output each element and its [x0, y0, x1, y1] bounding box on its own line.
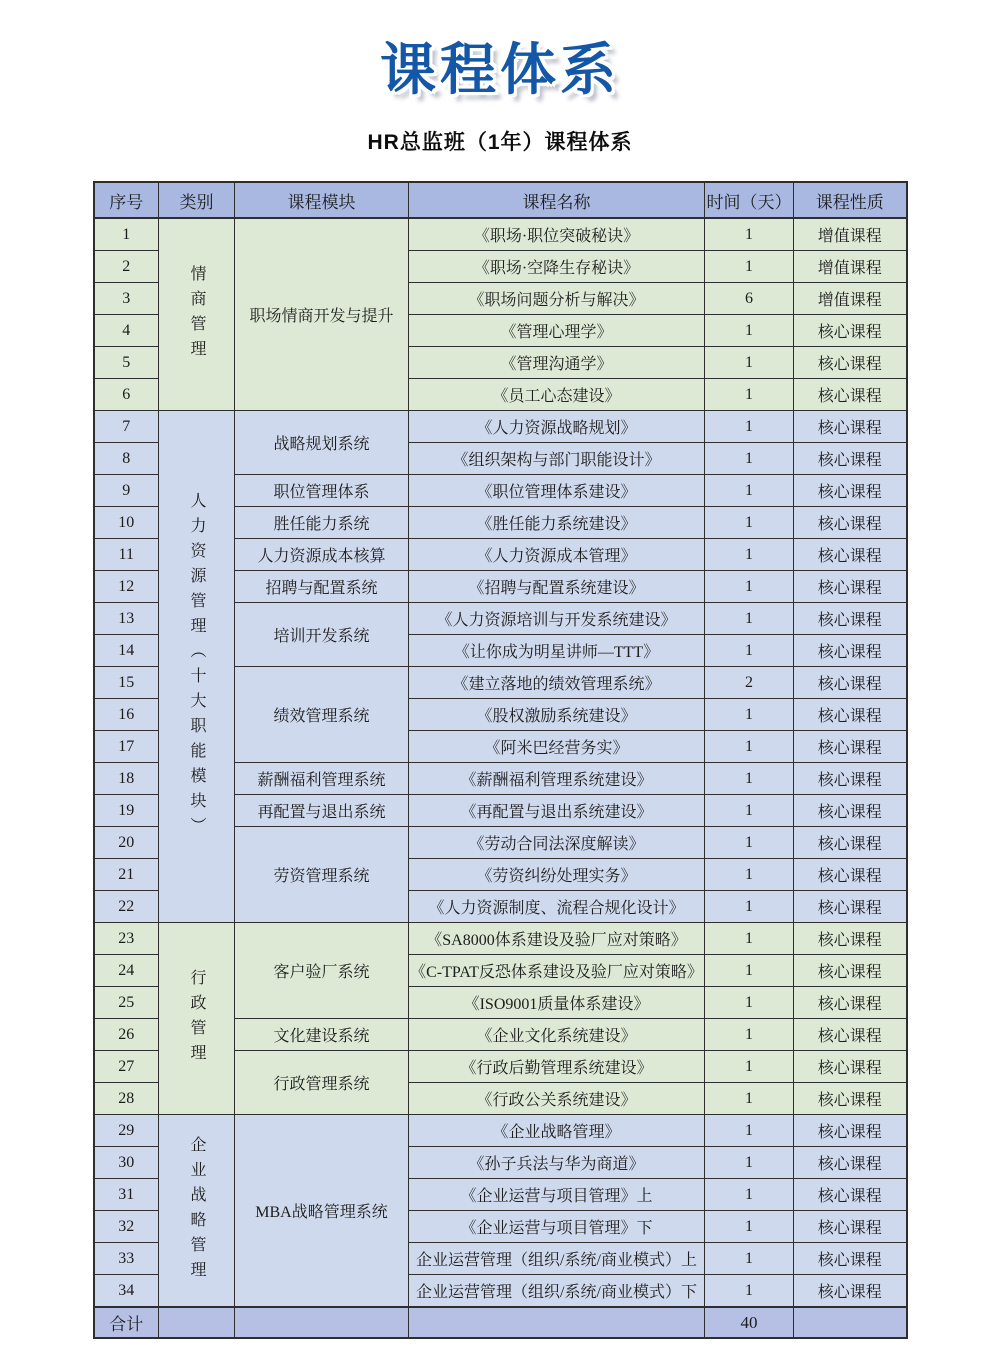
days-cell: 1 — [705, 1243, 794, 1275]
row-number-cell: 10 — [94, 507, 159, 539]
days-cell: 1 — [705, 347, 794, 379]
nature-cell: 核心课程 — [794, 827, 907, 859]
nature-cell: 核心课程 — [794, 1243, 907, 1275]
nature-cell: 核心课程 — [794, 635, 907, 667]
course-name-cell: 《SA8000体系建设及验厂应对策略》 — [409, 923, 705, 955]
days-cell: 1 — [705, 539, 794, 571]
nature-cell: 核心课程 — [794, 443, 907, 475]
row-number-cell: 27 — [94, 1051, 159, 1083]
row-number-cell: 19 — [94, 795, 159, 827]
course-name-cell: 《再配置与退出系统建设》 — [409, 795, 705, 827]
course-name-cell: 《职位管理体系建设》 — [409, 475, 705, 507]
days-cell: 1 — [705, 827, 794, 859]
nature-cell: 增值课程 — [794, 251, 907, 283]
row-number-cell: 6 — [94, 379, 159, 411]
course-name-cell: 《企业战略管理》 — [409, 1115, 705, 1147]
course-row — [94, 218, 907, 251]
category-cell: 人力资源管理（十大职能模块） — [159, 411, 235, 923]
course-name-cell: 《人力资源战略规划》 — [409, 411, 705, 443]
nature-cell: 核心课程 — [794, 1051, 907, 1083]
nature-cell: 核心课程 — [794, 315, 907, 347]
nature-cell: 核心课程 — [794, 987, 907, 1019]
row-number-cell: 7 — [94, 411, 159, 443]
nature-cell: 核心课程 — [794, 795, 907, 827]
days-cell: 1 — [705, 859, 794, 891]
days-cell: 1 — [705, 955, 794, 987]
nature-cell: 核心课程 — [794, 955, 907, 987]
row-number-cell: 34 — [94, 1275, 159, 1308]
row-number-cell: 22 — [94, 891, 159, 923]
nature-cell: 核心课程 — [794, 1083, 907, 1115]
course-name-cell: 《员工心态建设》 — [409, 379, 705, 411]
module-cell: 战略规划系统 — [235, 411, 409, 475]
module-cell: 招聘与配置系统 — [235, 571, 409, 603]
row-number-cell: 20 — [94, 827, 159, 859]
course-name-cell: 《让你成为明星讲师—TTT》 — [409, 635, 705, 667]
nature-cell: 核心课程 — [794, 699, 907, 731]
days-cell: 1 — [705, 603, 794, 635]
module-cell: 薪酬福利管理系统 — [235, 763, 409, 795]
days-cell: 1 — [705, 443, 794, 475]
days-cell: 1 — [705, 379, 794, 411]
course-table — [93, 181, 908, 1339]
course-name-cell: 《C-TPAT反恐体系建设及验厂应对策略》 — [409, 955, 705, 987]
nature-cell: 核心课程 — [794, 1115, 907, 1147]
course-name-cell: 《胜任能力系统建设》 — [409, 507, 705, 539]
days-cell: 1 — [705, 1019, 794, 1051]
days-cell: 1 — [705, 411, 794, 443]
course-name-cell: 《劳资纠纷处理实务》 — [409, 859, 705, 891]
row-number-cell: 31 — [94, 1179, 159, 1211]
days-cell: 1 — [705, 1179, 794, 1211]
row-number-cell: 21 — [94, 859, 159, 891]
nature-cell: 增值课程 — [794, 218, 907, 251]
row-number-cell: 2 — [94, 251, 159, 283]
module-cell: 劳资管理系统 — [235, 827, 409, 923]
days-cell: 1 — [705, 1211, 794, 1243]
nature-cell: 核心课程 — [794, 667, 907, 699]
course-row — [94, 923, 907, 955]
days-cell: 1 — [705, 923, 794, 955]
row-number-cell: 3 — [94, 283, 159, 315]
row-number-cell: 26 — [94, 1019, 159, 1051]
total-course-cell — [409, 1307, 705, 1338]
row-number-cell: 8 — [94, 443, 159, 475]
course-name-cell: 《企业运营与项目管理》上 — [409, 1179, 705, 1211]
nature-cell: 核心课程 — [794, 347, 907, 379]
course-row — [94, 1115, 907, 1147]
header-row — [94, 182, 907, 218]
course-name-cell: 《管理沟通学》 — [409, 347, 705, 379]
header-nature: 课程性质 — [794, 182, 907, 218]
total-days-cell: 40 — [705, 1307, 794, 1338]
row-number-cell: 23 — [94, 923, 159, 955]
row-number-cell: 5 — [94, 347, 159, 379]
course-name-cell: 《股权激励系统建设》 — [409, 699, 705, 731]
days-cell: 1 — [705, 507, 794, 539]
row-number-cell: 16 — [94, 699, 159, 731]
days-cell: 1 — [705, 763, 794, 795]
course-name-cell: 《阿米巴经营务实》 — [409, 731, 705, 763]
nature-cell: 核心课程 — [794, 571, 907, 603]
row-number-cell: 32 — [94, 1211, 159, 1243]
row-number-cell: 12 — [94, 571, 159, 603]
nature-cell: 核心课程 — [794, 1275, 907, 1308]
days-cell: 1 — [705, 475, 794, 507]
course-name-cell: 《组织架构与部门职能设计》 — [409, 443, 705, 475]
nature-cell: 核心课程 — [794, 379, 907, 411]
row-number-cell: 30 — [94, 1147, 159, 1179]
module-cell: 职位管理体系 — [235, 475, 409, 507]
header-days: 时间（天） — [705, 182, 794, 218]
module-cell: 胜任能力系统 — [235, 507, 409, 539]
total-module-cell — [235, 1307, 409, 1338]
total-nature-cell — [794, 1307, 907, 1338]
header-course: 课程名称 — [409, 182, 705, 218]
days-cell: 1 — [705, 218, 794, 251]
days-cell: 6 — [705, 283, 794, 315]
course-name-cell: 《职场·职位突破秘诀》 — [409, 218, 705, 251]
category-cell: 企业战略管理 — [159, 1115, 235, 1308]
row-number-cell: 28 — [94, 1083, 159, 1115]
row-number-cell: 13 — [94, 603, 159, 635]
course-name-cell: 企业运营管理（组织/系统/商业模式）上 — [409, 1243, 705, 1275]
row-number-cell: 15 — [94, 667, 159, 699]
course-name-cell: 《孙子兵法与华为商道》 — [409, 1147, 705, 1179]
course-name-cell: 《行政公关系统建设》 — [409, 1083, 705, 1115]
nature-cell: 核心课程 — [794, 1179, 907, 1211]
course-name-cell: 《招聘与配置系统建设》 — [409, 571, 705, 603]
days-cell: 1 — [705, 251, 794, 283]
total-category-cell — [159, 1307, 235, 1338]
nature-cell: 核心课程 — [794, 923, 907, 955]
header-no: 序号 — [94, 182, 159, 218]
nature-cell: 核心课程 — [794, 1147, 907, 1179]
nature-cell: 核心课程 — [794, 475, 907, 507]
days-cell: 1 — [705, 315, 794, 347]
course-name-cell: 《企业运营与项目管理》下 — [409, 1211, 705, 1243]
module-cell: 绩效管理系统 — [235, 667, 409, 763]
row-number-cell: 14 — [94, 635, 159, 667]
row-number-cell: 17 — [94, 731, 159, 763]
page-title: 课程体系 — [380, 38, 620, 101]
days-cell: 1 — [705, 795, 794, 827]
course-name-cell: 《劳动合同法深度解读》 — [409, 827, 705, 859]
module-cell: 文化建设系统 — [235, 1019, 409, 1051]
days-cell: 1 — [705, 1083, 794, 1115]
page-subtitle: HR总监班（1年）课程体系 — [367, 131, 633, 154]
module-cell: 人力资源成本核算 — [235, 539, 409, 571]
category-cell: 情商管理 — [159, 218, 235, 411]
nature-cell: 核心课程 — [794, 731, 907, 763]
nature-cell: 核心课程 — [794, 891, 907, 923]
course-name-cell: 《企业文化系统建设》 — [409, 1019, 705, 1051]
header-category: 类别 — [159, 182, 235, 218]
module-cell: 培训开发系统 — [235, 603, 409, 667]
total-label-cell: 合计 — [94, 1307, 159, 1338]
days-cell: 1 — [705, 1275, 794, 1308]
days-cell: 1 — [705, 1115, 794, 1147]
course-name-cell: 《薪酬福利管理系统建设》 — [409, 763, 705, 795]
days-cell: 1 — [705, 891, 794, 923]
days-cell: 1 — [705, 571, 794, 603]
course-name-cell: 企业运营管理（组织/系统/商业模式）下 — [409, 1275, 705, 1308]
row-number-cell: 9 — [94, 475, 159, 507]
days-cell: 1 — [705, 699, 794, 731]
row-number-cell: 25 — [94, 987, 159, 1019]
row-number-cell: 11 — [94, 539, 159, 571]
days-cell: 1 — [705, 1051, 794, 1083]
row-number-cell: 29 — [94, 1115, 159, 1147]
nature-cell: 核心课程 — [794, 603, 907, 635]
nature-cell: 核心课程 — [794, 1019, 907, 1051]
course-name-cell: 《人力资源制度、流程合规化设计》 — [409, 891, 705, 923]
course-name-cell: 《ISO9001质量体系建设》 — [409, 987, 705, 1019]
days-cell: 1 — [705, 635, 794, 667]
nature-cell: 核心课程 — [794, 411, 907, 443]
row-number-cell: 1 — [94, 218, 159, 251]
days-cell: 2 — [705, 667, 794, 699]
nature-cell: 核心课程 — [794, 507, 907, 539]
category-cell: 行政管理 — [159, 923, 235, 1115]
module-cell: 客户验厂系统 — [235, 923, 409, 1019]
row-number-cell: 24 — [94, 955, 159, 987]
course-name-cell: 《建立落地的绩效管理系统》 — [409, 667, 705, 699]
course-name-cell: 《职场·空降生存秘诀》 — [409, 251, 705, 283]
course-name-cell: 《职场问题分析与解决》 — [409, 283, 705, 315]
course-name-cell: 《人力资源成本管理》 — [409, 539, 705, 571]
total-row — [94, 1307, 907, 1338]
days-cell: 1 — [705, 1147, 794, 1179]
course-name-cell: 《人力资源培训与开发系统建设》 — [409, 603, 705, 635]
course-table-body — [94, 218, 907, 1338]
nature-cell: 核心课程 — [794, 1211, 907, 1243]
nature-cell: 核心课程 — [794, 539, 907, 571]
nature-cell: 核心课程 — [794, 859, 907, 891]
module-cell: MBA战略管理系统 — [235, 1115, 409, 1308]
nature-cell: 增值课程 — [794, 283, 907, 315]
course-name-cell: 《行政后勤管理系统建设》 — [409, 1051, 705, 1083]
module-cell: 再配置与退出系统 — [235, 795, 409, 827]
course-row — [94, 411, 907, 443]
days-cell: 1 — [705, 731, 794, 763]
row-number-cell: 33 — [94, 1243, 159, 1275]
module-cell: 行政管理系统 — [235, 1051, 409, 1115]
module-cell: 职场情商开发与提升 — [235, 218, 409, 411]
course-name-cell: 《管理心理学》 — [409, 315, 705, 347]
row-number-cell: 18 — [94, 763, 159, 795]
header-module: 课程模块 — [235, 182, 409, 218]
nature-cell: 核心课程 — [794, 763, 907, 795]
days-cell: 1 — [705, 987, 794, 1019]
row-number-cell: 4 — [94, 315, 159, 347]
